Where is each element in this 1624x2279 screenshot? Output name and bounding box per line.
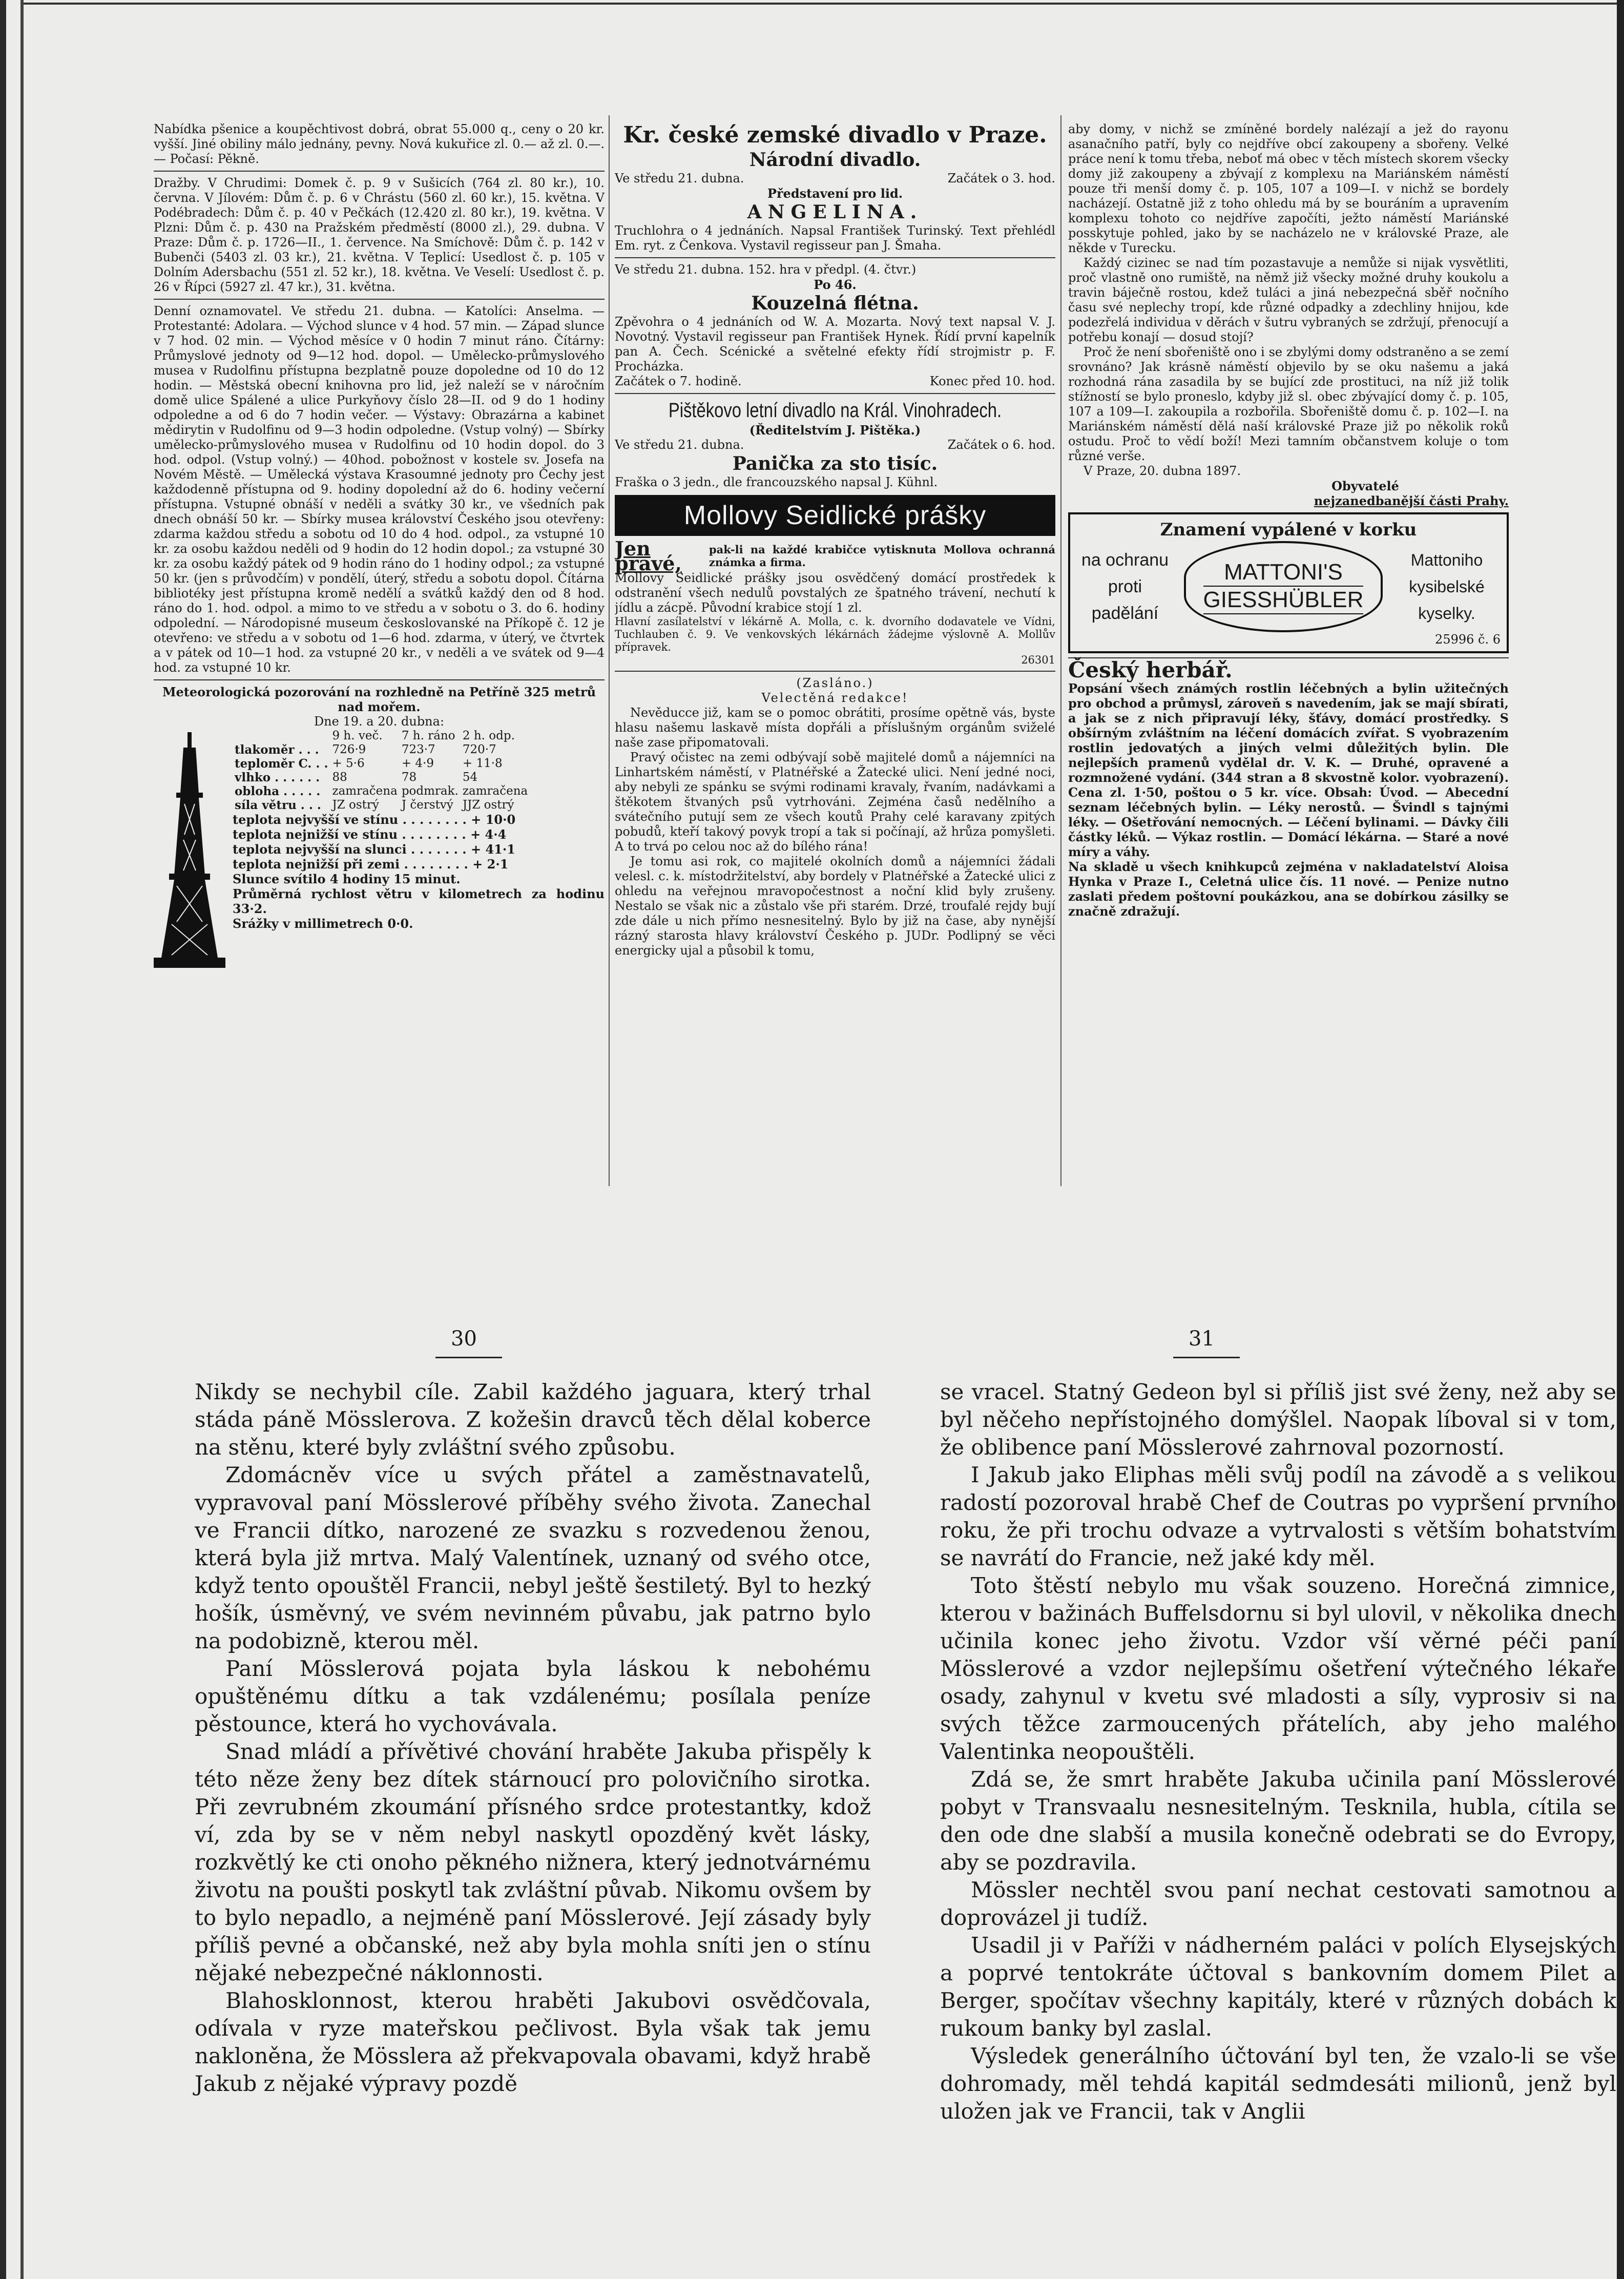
- opera-end: Konec před 10. hod.: [929, 374, 1055, 388]
- opera-start: Začátek o 7. hodině.: [615, 374, 742, 388]
- opera-description: Zpěvohra o 4 jednáních od W. A. Mozarta. Nový text napsal V. J. Novotný. Vystavil regisseur pan František Hynek. Řídí první kapelník pan A. Čech. Scénické a světelné efekty řídí strojmistr p. F. Procházka.: [615, 315, 1055, 374]
- weather-extra: teplota nejnižší při zemi . . . . . . . . + 2·1: [233, 857, 509, 872]
- show-line-2: Ve středu 21. dubna. 152. hra v předpl. (4. čtvr.): [615, 262, 917, 277]
- story-paragraph: Paní Mösslerová pojata byla láskou k nebohému opuštěnému dítku a tak vzdálenému; posílala peníze pěstounce, která ho vychovávala.: [195, 1656, 871, 1736]
- weather-extra: Srážky v millimetrech 0·0.: [233, 916, 413, 931]
- weather-cell: podmrak.: [401, 784, 459, 798]
- moll-ad-genuine: Jen pravé,: [615, 537, 682, 575]
- letter-signatory-2: nejzanedbanější části Prahy.: [1314, 493, 1509, 508]
- mattoni-ad-right-text: [1393, 547, 1501, 627]
- weather-cell: 88: [332, 771, 347, 784]
- show-date: Ve středu 21. dubna.: [615, 171, 744, 185]
- herbar-title: Český herbář.: [1068, 657, 1233, 682]
- story-paragraph: se vracel. Statný Gedeon byl si příliš jist své ženy, než aby se byl něčeho nepřístojného domýšlel. Naopak líboval si v tom, že oblibence paní Mösslerové zahrnoval pozorností.: [940, 1379, 1616, 1460]
- column-rule-2: [1060, 115, 1061, 1186]
- petrin-tower-illustration: [154, 732, 225, 968]
- show-start: Začátek o 3. hod.: [947, 171, 1055, 185]
- letter-paragraph: Nevěducce již, kam se o pomoc obrátiti, prosíme opětně vás, byste hlasu našemu laskavě místa dopřáli a příslušným orgánům sviželé naše zase připomatovali.: [615, 706, 1055, 750]
- page-number-rule: [1173, 1357, 1240, 1358]
- theatre-title: Kr. české zemské divadlo v Praze.: [623, 122, 1047, 148]
- letter-salutation: Velectěná redakce!: [761, 691, 909, 705]
- divider: [154, 299, 605, 300]
- opera-times: [615, 374, 1055, 389]
- mattoni-logo-line-1: MATTONI'S: [1224, 560, 1343, 585]
- weather-extra: teplota nejvyšší na slunci . . . . . . . + 41·1: [233, 842, 515, 857]
- story-paragraph: Blahosklonnost, kterou hraběti Jakubovi osvědčovala, odívala v ryze mateřskou pečlivost. Byla však tak jemu nakloněna, že Mösslera až překvapovala obavami, když hrabě Jakub z nějaké výpravy pozdě: [195, 1988, 871, 2096]
- weather-cell: 54: [462, 771, 478, 784]
- newspaper-column-2: [615, 122, 1055, 1188]
- story-paragraph: Nikdy se nechybil cíle. Zabil každého jaguara, který trhal stáda páně Mösslerova. Z kožešin dravců těch dělal koberce na stěnu, které byly zvláštní svého způsobu.: [195, 1379, 871, 1460]
- newspaper-column-3: [1068, 122, 1509, 1188]
- sent-in-heading: (Zasláno.): [796, 676, 874, 690]
- letter-paragraph: Pravý očistec na zemi odbývají sobě majitelé domů a nájemníci na Linhartském náměstí, v Platnéřské a Žatecké ulici. Není jedné noci, aby nebyli ze spánku se svými rodinami kravaly, řvaním, nadávkami a štěkotem štvaných psů vytrhováni. Zejména časů nedělního a svátečního putují sem ze všech koutů Prahy celé karavany zpitých pobudů, kteří takový povyk tropí a tak si počínají, až hrůza pomyšleti. A to trvá po celou noc až do bílého rána!: [615, 750, 1055, 854]
- story-paragraph: Mössler nechtěl svou paní nechat cestovati samotnou a doprovázel ji tudíž.: [940, 1877, 1616, 1930]
- story-column-left: [195, 1378, 871, 2249]
- weather-header-row: [233, 729, 530, 743]
- summer-show-date: Ve středu 21. dubna.: [615, 438, 744, 452]
- letter-paragraph: Proč že není sbořeniště ono i se zbylými domy odstraněno a se zemí srovnáno? Jak krásně náměstí objevilo by se oku našemu a jaká rozhodná rána zasadila by se bující zde prostituci, na níž již tolik stížností se bylo proneslo, kdyby již sl. obec zbývající domy č. p. 105, 107 a 109—I. zakoupila a rozbořila. Sbořeniště domu č. p. 102—I. na Mariánském náměstí dělá naší královské Praze již po několik roků ostudu. Proč to vědí boží! Mezi tamním občanstvem koluje o tom různé verše.: [1068, 345, 1509, 463]
- weather-extra: Průměrná rychlost větru v kilometrech za hodinu 33·2.: [233, 886, 605, 916]
- letter-paragraph: Každý cizinec se nad tím pozastavuje a nemůže si nijak vysvětliti, proč vlastně ono rumiště, na němž již všecky možné druhy koukolu a travin báječně rostou, kdež tuláci a jiná nebezpečná sběř nočního času své neplechy tropí, kde různé odpadky a zdechliny hnijou, kde podezřelá individua v děrách v šutru vybraných se zdržují, přenocují a potřebu konají — dosud stojí?: [1068, 256, 1509, 344]
- weather-row: [233, 743, 530, 757]
- weather-table: [233, 729, 530, 812]
- show-line: [615, 171, 1055, 186]
- mattoni-ad-left-line: na ochranu: [1081, 550, 1169, 570]
- mattoni-ad-right-line: kyselky.: [1418, 604, 1475, 623]
- mattoni-ad-number: 25996 č. 6: [1435, 632, 1501, 647]
- story-paragraph: I Jakub jako Eliphas měli svůj podíl na závodě a s velikou radostí pozoroval hrabě Chef de Coutras po vypršení prvního roku, že při trochu odvaze a vytrvalosti s větším bohatstvím se navrátí do Francie, než jaké kdy měl.: [940, 1462, 1616, 1570]
- weather-cell: J čerstvý: [401, 798, 453, 812]
- national-theatre-heading: Národní divadlo.: [749, 149, 921, 171]
- weather-cell: 726·9: [332, 743, 366, 756]
- letter-signatory: Obyvatelé: [1331, 479, 1399, 493]
- meteo-title: Meteorologická pozorování na rozhledně na Petříně 325 metrů nad mořem.: [162, 685, 596, 714]
- story-column-right: [940, 1378, 1616, 2249]
- mattoni-ad-left-line: proti: [1108, 577, 1142, 596]
- weather-cell: JZ ostrý: [332, 798, 379, 812]
- weather-cell: 720·7: [462, 743, 496, 756]
- divider: [154, 679, 605, 680]
- moll-ad-trademark-note: pak-li na každé krabičce vytisknuta Mollova ochranná známka a firma.: [709, 543, 1055, 569]
- weather-row-label: tlakoměr . . .: [235, 743, 319, 757]
- mattoni-ad-left-text: [1076, 547, 1174, 627]
- mattoni-ad-right-line: Mattoniho: [1410, 551, 1483, 569]
- play-title: ANGELINA.: [747, 201, 923, 223]
- mattoni-cork-brand-logo: [1184, 541, 1383, 632]
- mattoni-ad-right-line: kysibelské: [1409, 577, 1485, 596]
- letter-paragraph: Je tomu asi rok, co majitelé okolních domů a nájemníci žádali velesl. c. k. místodržitelství, aby bordely v Platnéřské a Žatecké ulici z ohledu na veřejnou mravopočestnost a noční klid byly zrušeny. Nestalo se však nic a zůstalo vše při starém. Drzé, troufalé rejdy bují zde dále u nich přímo nesnesitelný. Bylo by již na čase, aby nynější rázný starosta hlavy království Českého p. JUDr. Podlipný se věci energicky ujal a působil k tomu,: [615, 854, 1055, 958]
- weather-cell: + 4·9: [401, 757, 434, 770]
- opera-title: Kouzelná flétna.: [751, 293, 919, 314]
- play-description: Truchlohra o 4 jednáních. Napsal František Turinský. Text přehlédl Em. ryt. z Čenkova. Vystavil regisseur pan J. Šmaha.: [615, 223, 1055, 253]
- column-rule-1: [609, 115, 610, 1186]
- summer-play-title: Panička za sto tisíc.: [732, 453, 938, 474]
- moll-ad-number: 26301: [1021, 654, 1055, 666]
- summer-theatre-director: (Ředitelstvím J. Pištěka.): [749, 423, 921, 438]
- moll-ad-body: Mollovy Seidlické prášky jsou osvědčený domácí prostředek k odstranění všech nedulů povstalých ze špatného trávení, nechutí k jídlu a zácpě. Původní krabice stojí 1 zl.: [615, 571, 1055, 615]
- scan-border-top: [24, 3, 1617, 5]
- weather-cell: zamračena: [332, 784, 398, 798]
- weather-extra: teplota nejvyšší ve stínu . . . . . . . . + 10·0: [233, 812, 516, 827]
- herbar-availability: Na skladě u všech knihkupců zejména v nakladatelství Aloisa Hynka v Praze I., Celetná ulice čís. 11 nové. — Penize nutno zaslati předem poštovní poukázkou, ana se dobírkou zásilky se značně zdražují.: [1068, 859, 1509, 919]
- summer-show-line: [615, 438, 1055, 452]
- story-paragraph: Snad mládí a přívětivé chování hraběte Jakuba přispěly k této něze ženy bez dítek stárnoucí pro polovičního sirotka. Při zevrubném zkoumání přísného srdce protestantky, kdož ví, zda by se v něm nebyl naskytl opozděný květ lásky, rozkvětlý ke cti onoho pěkného nižnera, který jednotvárnému životu na poušti poskytl tak zvláštní půvab. Nikomu ovšem by to bylo nepadlo, a nejméně paní Mösslerové. Její zásady byly příliš pevné a občanské, než aby byla mohla sníti jen o stínu nějaké nebezpečné náklonnosti.: [195, 1739, 871, 1985]
- moll-ad-banner: Mollovy Seidlické prášky: [615, 495, 1055, 536]
- moll-ad-lead: [615, 537, 1055, 575]
- mattoni-logo-line-2: GIESSHÜBLER: [1203, 586, 1364, 614]
- story-paragraph: Zdomácněv více u svých přátel a zaměstnavatelů, vypravoval paní Mösslerové příběhy svého života. Zanechal ve Francii dítko, narozené ze svazku s rozvedenou ženou, která byla již mrtva. Malý Valentínek, uznaný od svého otce, když tento opouštěl Francii, nebyl ještě šestiletý. Byl to hezký hošík, úsměvný, ve svém nevinném půvabu, jak patrno bylo na podobizně, kterou měl.: [195, 1462, 871, 1653]
- weather-col-header: 9 h. več.: [332, 729, 383, 742]
- letter-signature-date: V Praze, 20. dubna 1897.: [1084, 464, 1241, 478]
- weather-row: [233, 771, 530, 784]
- weather-col-header: 2 h. odp.: [462, 729, 515, 742]
- weather-cell: JJZ ostrý: [462, 798, 514, 812]
- story-paragraph: Zdá se, že smrt hraběte Jakuba učinila paní Mösslerové pobyt v Transvaalu nesnesitelným. Tesknila, hubla, cítila se den ode dne slabší a musila konečně odebrati se do Evropy, aby se pozdravila.: [940, 1767, 1616, 1875]
- story-paragraph: Toto štěstí nebylo mu však souzeno. Horečná zimnice, kterou v bažinách Buffelsdornu si byl ulovil, v několika dnech učinila konec jeho životu. Vzdor vší věrné péči paní Mösslerové a vzdor nejlepšímu ošetření výtečného lékaře osady, zahynul v kvetu své mladosti a síly, vyprosiv si na svých těžce zarmoucených přátelích, aby jeho malého Valentinka neopouštěli.: [940, 1573, 1616, 1764]
- subscription-note: Po 46.: [814, 277, 857, 292]
- meteo-date: Dne 19. a 20. dubna:: [314, 714, 445, 729]
- weather-cell: zamračena: [462, 784, 528, 798]
- auctions-notice: Dražby. V Chrudimi: Domek č. p. 9 v Sušicích (764 zl. 80 kr.), 10. června. V Jílovém: Dům č. p. 6 v Chrástu (560 zl. 60 kr.), 15. května. V Podébradech: Dům č. p. 40 v Pečkách (12.420 zl. 80 kr.), 19. května. V Plzni: Dům č. p. 430 na Pražském předměstí (8000 zl.), 29. dubna. V Praze: Dům č. p. 1726—II., 1. července. Na Smíchově: Dům č. p. 142 v Bubenči (5403 zl. 03 kr.), 21. května. V Teplicí: Usedlost č. p. 105 v Dolním Adersbachu (551 zl. 52 kr.), 18. května. Ve Veselí: Usedlost č. p. 26 v Řípci (5927 zl. 47 kr.), 31. května.: [154, 176, 605, 294]
- divider: [615, 671, 1055, 672]
- story-paragraph: Výsledek generálního účtování byl ten, že vzalo-li se vše dohromady, měl tehdá kapitál sedmdesáti milionů, jenž byl uložen jak ve Francii, tak v Anglii: [940, 2043, 1616, 2124]
- weather-row-label: teploměr C. . .: [235, 757, 328, 771]
- divider: [615, 393, 1055, 394]
- divider: [154, 171, 605, 172]
- daily-announcements: Denní oznamovatel. Ve středu 21. dubna. — Katolíci: Anselma. — Protestanté: Adolara. — Východ slunce v 4 hod. 57 min. — Západ slunce v 7 hod. 02 min. — Východ měsíce v 0 hodin 7 minut ráno. Čítárny: Průmyslové jednoty od 9—12 hod. dopol. — Umělecko-průmyslového musea v Rudolfinu přístupna bezplatně pouze dopoledne od 10 do 12 hodin. — Městská obecní knihovna pro lid, jež naleží se v náročním domě ulice Spálené a ulice Purkyňovy číslo 28—II. od 9 do 1 hodiny odpoledne a od 6 do 7 hodin večer. — Výstavy: Obrazárna a kabinet mědirytin v Rudolfinu od 9—3 hodin odpoledne. (Vstup volný) — Sbírky umělecko-průmyslového musea v Rudolfinu od 10 hodin dopol. do 3 hod. odpol. (Vstup volný.) — 40hod. pobožnost v kostele sv. Josefa na Novém Městě. — Umělecká výstava Krasoumné jednoty pro Čechy jest každodenně přístupna od 9. hodiny dopolední až do 6. hodiny večerní přístupna. Vstupné obnáší v neděli a svátky 30 kr., ve všedních pak dnech obnáší 50 kr. — Sbírky musea království Českého jsou otevřeny: zdarma každou středu a sobotu od 10 do 4 hod. odpol., za vstupné 10 kr. za osobu každou neděli od 9 hodin do 12 hodin dopol.; za vstupné 30 kr. za osobu každý pátek od 9 hodin ráno do 1 hodiny odpol.; za vstupné 50 kr. (jen s průvodčím) v pondělí, úterý, středu a sobotu dopol. Čítárna bibliotéky jest přístupna kromě nedělí a svátků každý den od 8 hod. ráno do 1. hod. odpol. a mimo to ve středu a v sobotu o 3. do 6. hodiny odpolední. — Národopisné museum českoslovanské na Příkopě č. 12 je otevřeno: ve středu a v sobotu od 1—6 hod. zdarma, v úterý, ve čtvrtek a v pátek od 10—1 hod. za vstupné 20 kr., v neděli a ve svátek od 9—4 hod. za vstupné 10 kr.: [154, 304, 605, 675]
- scan-border-left: [0, 0, 6, 2279]
- weather-row: [233, 757, 530, 771]
- letter-continuation: aby domy, v nichž se zmíněné bordely nalézají a jež do rayonu asanačního patří, byly co nejdříve obcí zakoupeny a sbořeny. Velké práce není k tomu třeba, neboť má obec v těch místech skorem všecky domy již zakoupeny a zbývají z komplexu na Mariánském náměstí pouze tři menší domy č. p. 105, 107 a 109—I. v nichž se bordely nacházejí. Ostatně již z toho ohledu má by se bouráním a upravením komplexu tohoto co nejdříve započíti, ježto náměstí Mariánské posskytuje pohled, jako by se nacházelo ne v královské Praze, ale někde v Turecku.: [1068, 122, 1509, 255]
- weather-cell: + 5·6: [332, 757, 365, 770]
- weather-row: [233, 784, 530, 798]
- newspaper-column-1: [154, 122, 605, 1188]
- page-number-right: 31: [1189, 1327, 1215, 1351]
- weather-cell: 78: [401, 771, 417, 784]
- moll-ad-dealer: Hlavní zasílatelství v lékárně A. Molla, c. k. dvorního dodavatele ve Vídni, Tuchlauben č. 9. Ve venkovských lékárnách žádejme výslovně A. Mollův přípravek.: [615, 615, 1055, 653]
- weather-row-label: obloha . . . . .: [235, 784, 321, 798]
- mattoni-ad-heading: Znamení vypálené v korku: [1160, 520, 1417, 540]
- market-report: Nabídka pšenice a koupěchtivost dobrá, obrat 55.000 q., ceny o 20 kr. vyšší. Jiné obiliny málo jednány, pevny. Nová kukuřice zl. 0.— až zl. 0.—. — Počasí: Pěkně.: [154, 122, 605, 166]
- mattoni-ad-body: [1076, 541, 1501, 632]
- mattoni-ad-left-line: padělání: [1091, 604, 1159, 623]
- weather-row: [233, 798, 530, 812]
- weather-extra: teplota nejnižší ve stínu . . . . . . . . + 4·4: [233, 827, 507, 842]
- mattoni-ad: [1068, 512, 1509, 653]
- weather-row-label: síla větru . . .: [235, 798, 321, 812]
- divider: [615, 257, 1055, 258]
- summer-play-description: Fraška o 3 jedn., dle francouzského napsal J. Kühnl.: [615, 475, 938, 489]
- story-paragraph: Usadil ji v Paříži v nádherném paláci v polích Elysejských a poprvé tentokráte účtoval s bankovním domem Pilet a Berger, spočítav všechny kapitály, které v různých dobách k rukoum banky byl zaslal.: [940, 1933, 1616, 2041]
- show-note: Představení pro lid.: [767, 186, 903, 201]
- page-number-left: 30: [451, 1327, 477, 1351]
- scan-border-inner: [20, 0, 24, 2279]
- page-number-rule: [435, 1357, 502, 1358]
- herbar-description: Popsání všech známých rostlin léčebných a bylin užitečných pro obchod a průmysl, zároveň s navedením, jak se mají sbírati, a jak se z nich připravují léky, šťávy, domácí prostředky. S obšírným zvláštním na léčení domácích zvířat. S vyobrazením rostlin jedovatých a jiných velmi důležitých bylin. Dle nejlepších pramenů vydělal dr. V. K. — Druhé, opravené a rozmnožené vydání. (344 stran a 8 skvostně kolor. vyobrazení). Cena zl. 1·50, poštou o 5 kr. více. Obsah: Úvod. — Abecední seznam léčebných bylin. — Léky nerostů. — Švindl s tajnými léky. — Ošetřování nemocných. — Léčení bylinami. — Dávky čili částky léků. — Výkaz rostlin. — Domácí lékárna. — Staré a nové míry a váhy.: [1068, 681, 1509, 859]
- weather-cell: + 11·8: [462, 757, 503, 770]
- summer-show-start: Začátek o 6. hod.: [947, 438, 1055, 452]
- weather-col-header: 7 h. ráno: [401, 729, 455, 742]
- weather-cell: 723·7: [401, 743, 435, 756]
- weather-row-label: vlhko . . . . . .: [235, 771, 320, 784]
- weather-extra: Slunce svítilo 4 hodiny 15 minut.: [233, 872, 461, 886]
- scan-border-right: [1617, 0, 1624, 2279]
- summer-theatre-title: Pištěkovo letní divadlo na Král. Vinohradech.: [668, 399, 1002, 422]
